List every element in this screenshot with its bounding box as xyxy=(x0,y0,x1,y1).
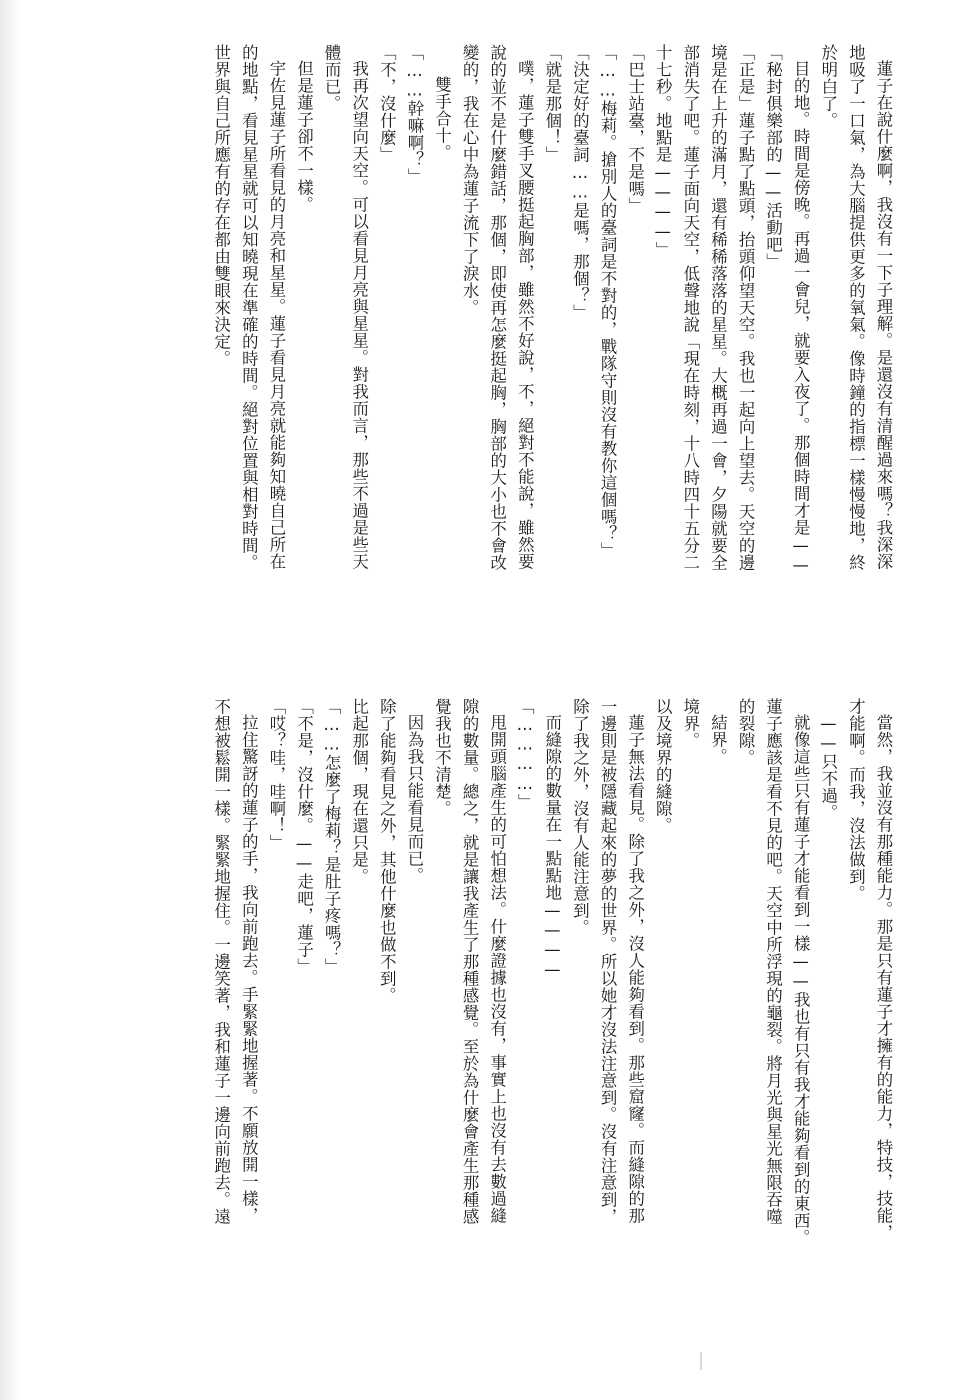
lower-text-column: ——只不過。 xyxy=(818,714,838,822)
upper-text-column: 於明白了。 xyxy=(818,44,838,129)
upper-text-column: 地吸了一口氣，為大腦提供更多的氧氣。像時鐘的指標一樣慢慢地，終 xyxy=(846,44,866,571)
upper-text-column: 「不，沒什麼」 xyxy=(377,44,397,163)
upper-text-column: 「巴士站臺，不是嗎」 xyxy=(625,44,645,214)
upper-text-column: 的地點，看見星星就可以知曉現在準確的時間。絕對位置與相對時間。 xyxy=(239,44,259,571)
lower-text-column: 不想被鬆開一樣。緊緊地握住。一邊笑著，我和蓮子一邊向前跑去。遠 xyxy=(211,698,231,1225)
lower-text-column: 除了能夠看見之外，其他什麼也做不到。 xyxy=(377,698,397,1004)
upper-text-column: 體而已。 xyxy=(322,44,342,112)
page-gutter-shadow xyxy=(0,0,20,1400)
lower-text-column: 「……怎麼了梅莉？是肚子疼嗎？」 xyxy=(322,698,342,976)
upper-text-column: 「秘封俱樂部的——活動吧」 xyxy=(763,44,783,271)
upper-text-block xyxy=(77,44,897,622)
lower-text-column: 當然，我並沒有那種能力。那是只有蓮子才擁有的能力，特技，技能， xyxy=(874,714,893,1241)
lower-text-column: 「不是，沒什麼。——走吧，蓮子」 xyxy=(294,698,314,976)
upper-text-column: 「……梅莉。搶別人的臺詞是不對的，戰隊守則沒有教你這個嗎？」 xyxy=(598,44,618,560)
upper-text-column: 「決定好的臺詞……是嗎，那個？」 xyxy=(570,44,590,322)
upper-text-column: 世界與自己所應有的存在都由雙眼來決定。 xyxy=(211,44,231,367)
lower-text-column: 拉住驚訝的蓮子的手，我向前跑去。手緊緊地握著。不願放開一樣， xyxy=(239,714,259,1224)
lower-text-column: 以及境界的縫隙。 xyxy=(653,698,673,834)
lower-text-column: 覺我也不清楚。 xyxy=(432,698,452,817)
upper-text-column: 噗，蓮子雙手叉腰挺起胸部，雖然不好說，不，絕對不能說，雖然要 xyxy=(515,60,535,570)
lower-text-column: 「哎？哇，哇啊！」 xyxy=(266,698,286,851)
upper-text-column: 雙手合十。 xyxy=(432,76,452,161)
upper-text-column: 十七秒。地點是————」 xyxy=(653,44,673,259)
upper-text-column: 但是蓮子卻不一樣。 xyxy=(294,60,314,213)
lower-text-column: 才能啊。而我，沒法做到。 xyxy=(846,698,866,902)
page-scan-mark xyxy=(700,1352,702,1370)
lower-text-column: 「…………」 xyxy=(515,698,535,811)
upper-text-column: 說的並不是什麼錯話，那個，即使再怎麼挺起胸，胸部的大小也不會改 xyxy=(487,44,507,571)
lower-text-column: 一邊則是被隱藏起來的夢的世界。所以她才沒法注意到。沒有注意到， xyxy=(598,698,618,1225)
lower-text-column: 隙的數量。總之，就是讓我產生了那種感覺。至於為什麼會產生那種感 xyxy=(460,698,480,1225)
upper-text-column: 宇佐見蓮子所看見的月亮和星星。蓮子看見月亮就能夠知曉自己所在 xyxy=(266,60,286,570)
upper-text-column: 我再次望向天空。可以看見月亮與星星。對我而言，那些不過是些天 xyxy=(349,60,369,570)
lower-text-column: 因為我只能看見而已。 xyxy=(404,714,424,884)
lower-text-column: 的裂隙。 xyxy=(736,698,756,766)
upper-text-column: 部消失了吧。蓮子面向天空，低聲地說「現在時刻，十八時四十五分二 xyxy=(680,44,700,571)
lower-text-column: 就像這些只有蓮子才能看到一樣——我也有只有我才能夠看到的東西。 xyxy=(791,714,811,1247)
lower-text-block xyxy=(77,698,897,1298)
upper-text-column: 變的，我在心中為蓮子流下了淚水。 xyxy=(460,44,480,316)
upper-text-column: 「正是」蓮子點了點頭，抬頭仰望天空。我也一起向上望去。天空的邊 xyxy=(736,44,756,571)
upper-text-column: 境是在上升的滿月，還有稀稀落落的星星。大概再過一會，夕陽就要全 xyxy=(708,44,728,571)
lower-text-column: 而縫隙的數量在一點點地———— xyxy=(542,714,562,980)
lower-text-column: 結界。 xyxy=(708,714,728,765)
upper-text-column: 目的地。時間是傍晚。再過一會兒，就要入夜了。那個時間才是—— xyxy=(791,60,811,576)
lower-text-column: 蓮子無法看見。除了我之外，沒人能夠看到。那些窟窿。而縫隙的那 xyxy=(625,714,645,1224)
lower-text-column: 蓮子應該是看不見的吧。天空中所浮現的龜裂。將月光與星光無限吞噬 xyxy=(763,698,783,1225)
lower-text-column: 比起那個，現在還只是。 xyxy=(349,698,369,885)
upper-text-column: 蓮子在說什麼啊，我沒有一下子理解。是還沒有清醒過來嗎？我深深 xyxy=(874,60,893,570)
lower-text-column: 甩開頭腦產生的可怕想法。什麼證據也沒有，事實上也沒有去數過縫 xyxy=(487,714,507,1224)
upper-text-column: 「……幹嘛啊？」 xyxy=(404,44,424,186)
lower-text-column: 境界。 xyxy=(680,698,700,749)
lower-text-column: 除了我之外，沒有人能注意到。 xyxy=(570,698,590,936)
upper-text-column: 「就是那個！」 xyxy=(542,44,562,163)
